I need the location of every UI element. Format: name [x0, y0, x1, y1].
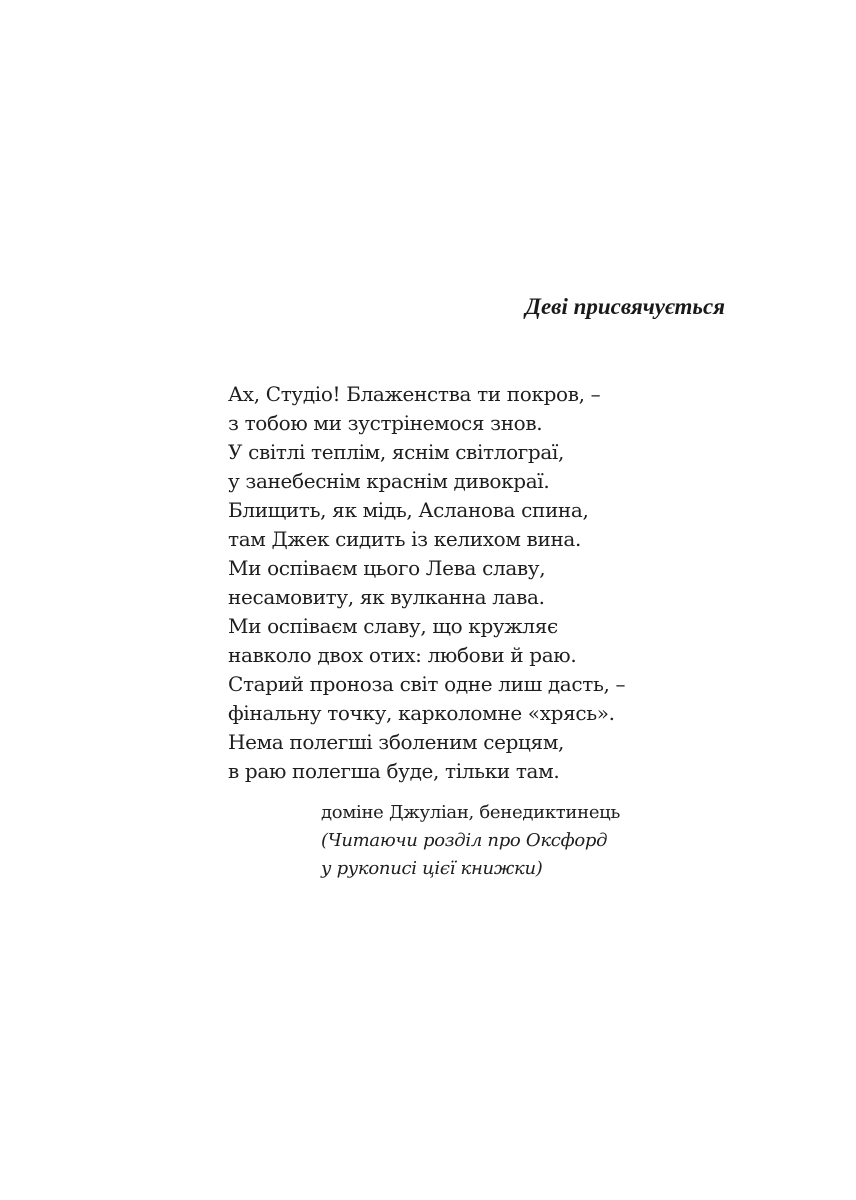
poem-line: Старий проноза світ одне лиш дасть, – — [228, 672, 626, 696]
poem-line: Ми оспіваєм цього Лева славу, — [228, 556, 546, 580]
attribution-note-line-2: у рукописі цієї книжки) — [321, 858, 543, 879]
poem — [228, 380, 625, 786]
poem-line: в раю полегша буде, тільки там. — [228, 759, 560, 783]
poem-line: У світлі теплім, яснім світлограї, — [228, 440, 564, 464]
poem-line: Нема полегші зболеним серцям, — [228, 730, 565, 754]
poem-line: фінальну точку, карколомне «хрясь». — [228, 701, 615, 725]
poem-line: Блищить, як мідь, Асланова спина, — [228, 498, 589, 522]
poem-line: у занебеснім краснім дивокраї. — [228, 469, 550, 493]
dedication-heading: Деві присвячується — [525, 294, 725, 319]
poem-line: навколо двох отих: любови й раю. — [228, 643, 577, 667]
poem-attribution — [321, 799, 620, 883]
attribution-note-line-1: (Читаючи розділ про Оксфорд — [321, 830, 608, 851]
poem-line: з тобою ми зустрінемося знов. — [228, 411, 543, 435]
poem-line: Ми оспіваєм славу, що кружляє — [228, 614, 558, 638]
attribution-author: доміне Джуліан, бенедиктинець — [321, 802, 620, 823]
poem-line: там Джек сидить із келихом вина. — [228, 527, 582, 551]
poem-line: несамовиту, як вулканна лава. — [228, 585, 545, 609]
poem-line: Ах, Студіо! Блаженства ти покров, – — [228, 382, 601, 406]
